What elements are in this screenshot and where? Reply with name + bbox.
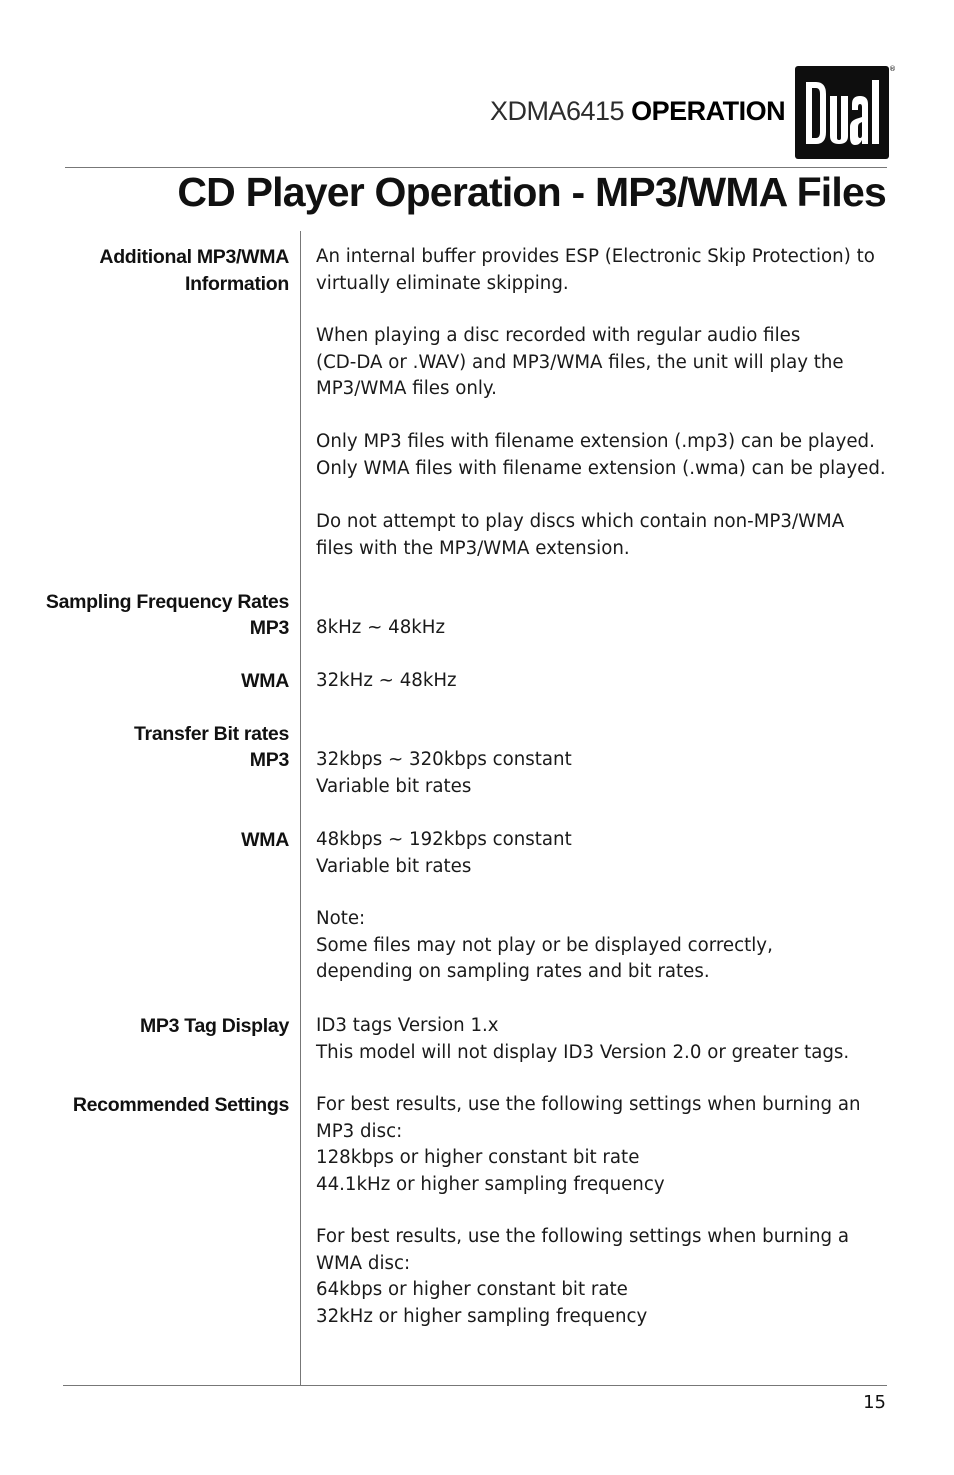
text-esp [316,244,906,297]
footer-rule [63,1385,887,1386]
text-line: (CD-DA or .WAV) and MP3/WMA files, the unit will play the [316,351,844,373]
text-line: For best results, use the following settings when burning an [316,1094,861,1115]
page-title: CD Player Operation - MP3/WMA Files [177,169,886,215]
text-sampling-mp3: 8kHz ~ 48kHz [316,617,446,638]
text-recommended-wma [316,1224,906,1330]
text-line: 48kbps ~ 192kbps constant [316,829,572,850]
text-line: WMA disc: [316,1252,411,1274]
dual-logo [795,66,889,159]
text-non-mp3 [316,509,906,562]
operation-label: OPERATION [631,96,786,126]
label-sampling-mp3: MP3 [249,617,289,639]
text-sampling-wma: 32kHz ~ 48kHz [316,670,457,691]
label-sampling: Sampling Frequency Rates [45,591,289,613]
text-line: An internal buffer provides ESP (Electronic Skip Protection) to [316,246,875,267]
text-line: MP3/WMA files only. [316,378,497,399]
text-recommended-mp3 [316,1092,906,1198]
text-mixed-disc [316,323,906,403]
text-line: Do not attempt to play discs which contain non-MP3/WMA [316,511,845,532]
text-line: depending on sampling rates and bit rates. [316,961,710,982]
label-transfer-mp3: MP3 [249,749,289,771]
text-line: 44.1kHz or higher sampling frequency [316,1173,665,1195]
label-additional-line2: Information [185,272,289,295]
page-number: 15 [863,1392,886,1413]
text-line: virtually eliminate skipping. [316,272,569,294]
text-line: Only WMA files with filename extension (.wma) can be played. [316,457,886,479]
text-line: Some files may not play or be displayed correctly, [316,934,773,956]
text-line: files with the MP3/WMA extension. [316,537,630,559]
text-note [316,906,906,986]
text-line: 128kbps or higher constant bit rate [316,1147,640,1168]
text-transfer-wma [316,827,906,880]
column-divider [300,231,301,1386]
model-number: XDMA6415 [490,96,625,126]
label-sampling-wma: WMA [241,670,289,692]
registered-mark: ® [889,65,896,73]
text-line: Variable bit rates [316,775,472,797]
text-line: Note: [316,908,366,929]
text-line: 64kbps or higher constant bit rate [316,1279,628,1300]
text-extensions [316,429,906,482]
label-recommended: Recommended Settings [72,1094,289,1116]
label-tag-display: MP3 Tag Display [139,1015,289,1037]
text-line: When playing a disc recorded with regular audio files [316,325,801,346]
text-tag-display [316,1013,906,1066]
text-line: 32kbps ~ 320kbps constant [316,749,572,770]
label-additional-info [9,244,289,297]
label-transfer: Transfer Bit rates [134,723,289,745]
text-line: MP3 disc: [316,1120,403,1142]
text-line: 32kHz or higher sampling frequency [316,1305,648,1327]
label-transfer-wma: WMA [241,829,289,851]
text-line: For best results, use the following settings when burning a [316,1226,849,1247]
text-transfer-mp3 [316,747,906,800]
text-line: ID3 tags Version 1.x [316,1015,499,1036]
dual-logo-mark [800,74,884,152]
text-line: Variable bit rates [316,855,472,877]
label-additional-line1: Additional MP3/WMA [99,246,289,268]
text-line: This model will not display ID3 Version 2.0 or greater tags. [316,1041,850,1063]
text-line: Only MP3 files with filename extension (.mp3) can be played. [316,431,875,452]
header-model-operation [490,96,785,127]
